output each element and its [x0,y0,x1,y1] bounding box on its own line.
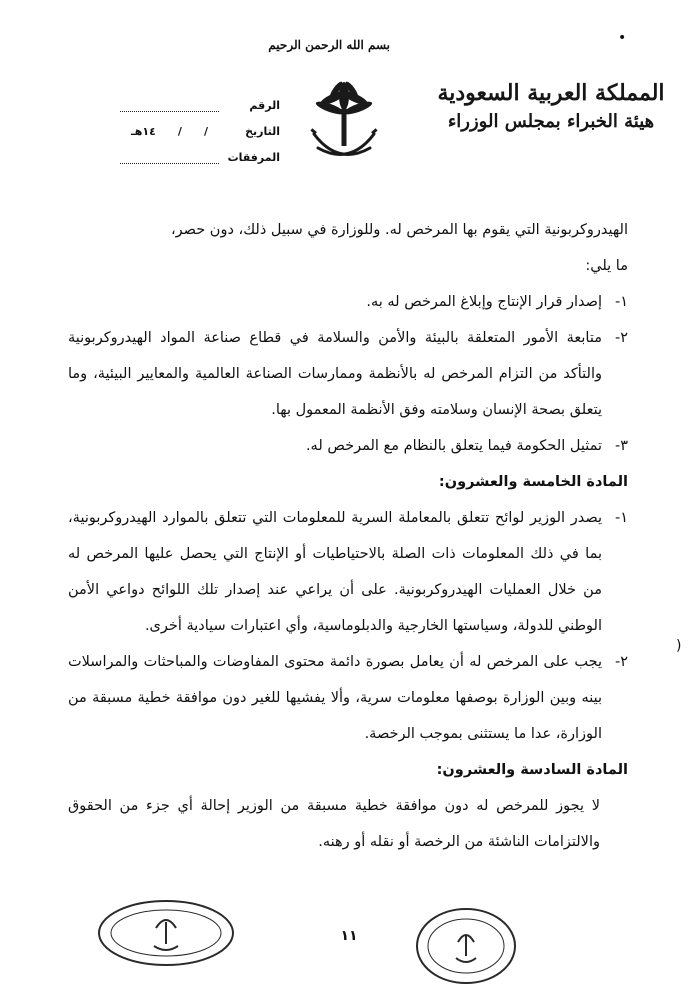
list-item [68,284,628,320]
official-seal-stamp-icon [96,898,236,968]
attachments-label: المرفقات [227,151,280,164]
date-row [120,112,280,138]
article-heading: المادة السادسة والعشرون: [436,762,628,778]
list-item-number: ١- [614,510,628,526]
list-item-number: ٢- [614,330,628,346]
intro-line: ما يلي: [585,258,628,274]
scan-mark: • [618,30,627,46]
organization-letterhead [436,78,666,136]
list-item-text: يصدر الوزير لوائح تتعلق بالمعاملة السرية للمعلومات التي تتعلق بالموارد الهيدروكربونية، بما في ذلك المعلومات ذات الصلة بالاحتياطيات أو الإنتاج التي يحصل عليها المرخص له من خلال العمليات الهيدروكربونية. على أن يراعي عند إصدار تلك اللوائح دواعي الأمن الوطني للدولة، وسياستها الخارجية والدبلوماسية، وأي اعتبارات سيادية أخرى. [68,510,602,634]
intro-line: الهيدروكربونية التي يقوم بها المرخص له. وللوزارة في سبيل ذلك، دون حصر، [170,222,628,238]
list-item [68,428,628,464]
article-heading: المادة الخامسة والعشرون: [438,474,628,490]
attachments-row [120,138,280,164]
margin-mark: ( [676,638,682,654]
general-secretariat-seal-stamp-icon [414,906,518,986]
date-slash: / [203,125,208,138]
reference-number-row [120,86,280,112]
list-item [68,320,628,428]
date-hijri-suffix: ١٤هـ [131,125,156,138]
list-item [68,644,628,752]
list-item [68,500,628,644]
reference-block [120,86,280,164]
list-item-text: متابعة الأمور المتعلقة بالبيئة والأمن والسلامة في قطاع صناعة المواد الهيدروكربونية والتأكد من التزام المرخص له بالأنظمة وممارسات الصناعة العالمية والمعايير البيئية، وما يتعلق بصحة الإنسان وسلامته وفق الأنظمة المعمول بها. [68,330,602,418]
saudi-emblem-icon [308,74,380,172]
basmala-calligraphy: بسم الله الرحمن الرحيم [268,38,390,52]
list-item-number: ١- [614,294,628,310]
reference-number-label: الرقم [249,99,280,112]
list-item-text: إصدار قرار الإنتاج وإبلاغ المرخص له به. [366,294,602,310]
attachments-line [120,151,219,164]
date-fields [120,125,219,138]
org-name-line1: المملكة العربية السعودية [437,80,665,106]
date-slash: / [177,125,182,138]
article-paragraph: لا يجوز للمرخص له دون موافقة خطية مسبقة من الوزير إحالة أي جزء من الحقوق والالتزامات الناشئة من الرخصة أو نقله أو رهنه. [68,798,600,850]
reference-number-line [120,99,219,112]
list-item-number: ٣- [614,438,628,454]
date-label: التاريخ [245,125,280,138]
document-body [68,212,628,860]
list-item-number: ٢- [614,654,628,670]
page-number: ١١ [340,928,358,944]
org-name-line2: هيئة الخبراء بمجلس الوزراء [447,111,655,132]
list-item-text: يجب على المرخص له أن يعامل بصورة دائمة محتوى المفاوضات والمباحثات والمراسلات بينه وبين الوزارة بوصفها معلومات سرية، وألا يفشيها للغير دون موافقة خطية مسبقة من الوزارة، عدا ما يستثنى بموجب الرخصة. [68,654,602,742]
list-item-text: تمثيل الحكومة فيما يتعلق بالنظام مع المرخص له. [305,438,602,454]
